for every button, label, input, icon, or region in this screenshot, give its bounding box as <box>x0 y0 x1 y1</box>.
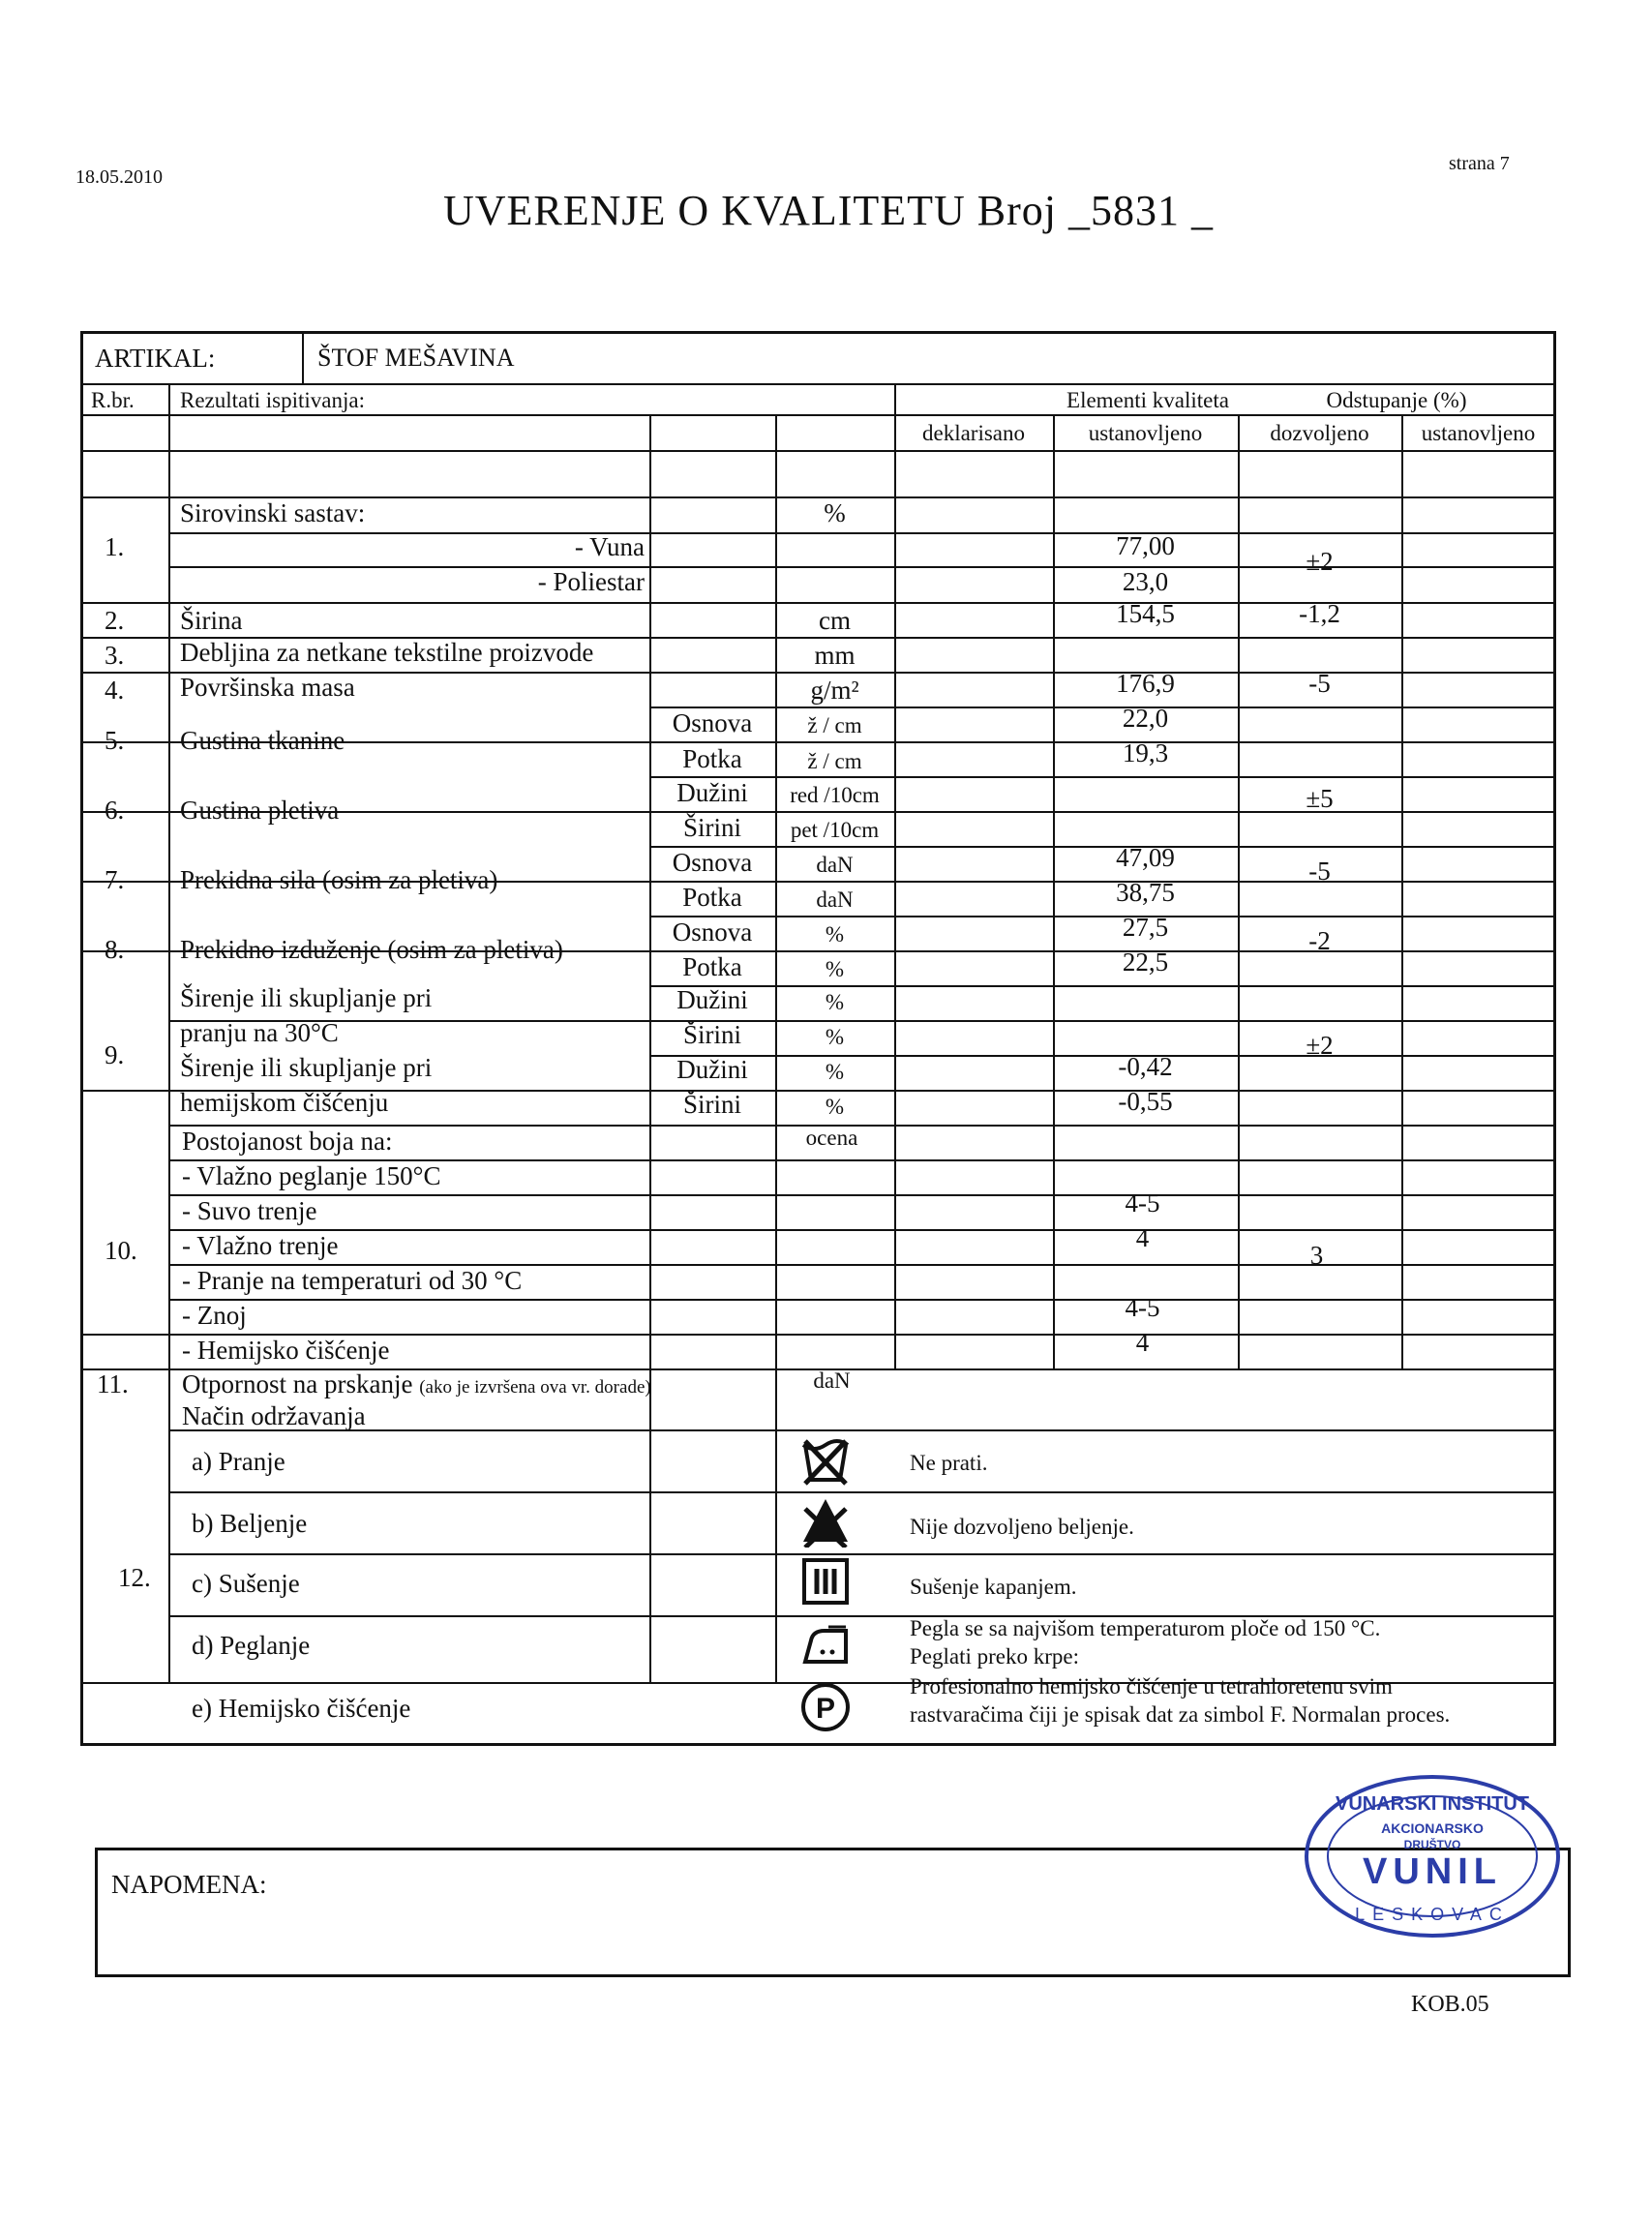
svg-text:VUNARSKI INSTITUT: VUNARSKI INSTITUT <box>1336 1793 1529 1815</box>
row-unit: cm <box>819 606 851 635</box>
tolerance-value: ±2 <box>1306 547 1334 576</box>
row-label: Širenje ili skupljanje pri <box>180 983 433 1012</box>
row-number: 9. <box>105 1040 125 1069</box>
row-unit: % <box>825 922 845 947</box>
row-unit: % <box>825 1095 845 1119</box>
colorfastness-value: 4 <box>1135 1223 1150 1252</box>
row-label: Površinska masa <box>180 673 355 702</box>
row-label: Sirovinski sastav: <box>180 498 366 527</box>
row-unit: daN <box>816 887 854 912</box>
tolerance-value: ±2 <box>1306 1031 1334 1060</box>
rezultati-header: Rezultati ispitivanja: <box>180 388 365 412</box>
row-number: 2. <box>105 606 125 635</box>
row-number: 7. <box>105 865 125 894</box>
sub-label: Potka <box>682 883 742 912</box>
row-unit: % <box>825 1025 845 1049</box>
rbr-header: R.br. <box>91 388 135 412</box>
colorfastness-item: - Vlažno trenje <box>182 1231 339 1260</box>
colorfastness-item: - Znoj <box>182 1301 247 1330</box>
note-label: NAPOMENA: <box>111 1870 267 1899</box>
row-unit: % <box>825 1060 845 1084</box>
svg-text:AKCIONARSKO: AKCIONARSKO <box>1381 1820 1484 1836</box>
form-code: KOB.05 <box>1411 1992 1489 2017</box>
artikal-label: ARTIKAL: <box>95 344 216 373</box>
colorfastness-value: 4-5 <box>1125 1293 1160 1322</box>
tolerance-value: -1,2 <box>1299 599 1340 628</box>
row-unit: pet /10cm <box>790 818 880 842</box>
row-number: 4. <box>105 676 125 705</box>
care-description: rastvaračima čiji je spisak dat za simbol F. Normalan proces. <box>910 1702 1451 1727</box>
no-wash-icon <box>799 1435 852 1488</box>
odstupanje-header: Odstupanje (%) <box>1326 388 1467 412</box>
svg-text:VUNIL: VUNIL <box>1363 1851 1502 1892</box>
sub-label: Osnova <box>672 848 753 877</box>
row-value: 19,3 <box>1122 738 1169 767</box>
row-label: Gustina tkanine <box>180 726 345 755</box>
care-description: Profesionalno hemijsko čišćenje u tetrahloretenu svim <box>910 1674 1393 1699</box>
sub-label: Osnova <box>672 917 753 947</box>
row-number: 8. <box>105 935 125 964</box>
row-number: 3. <box>105 641 125 670</box>
row-value: 38,75 <box>1116 878 1175 907</box>
row-label: Gustina pletiva <box>180 796 340 825</box>
document-date: 18.05.2010 <box>75 166 163 188</box>
sub-label: Dužini <box>676 1055 748 1084</box>
col-ustanovljeno2: ustanovljeno <box>1421 421 1536 445</box>
svg-text:P: P <box>815 1693 836 1725</box>
component-label: - Poliestar <box>537 567 645 596</box>
component-value: 77,00 <box>1116 531 1175 560</box>
care-description: Ne prati. <box>910 1451 988 1475</box>
sub-label: Širini <box>682 1090 741 1119</box>
sub-label: Dužini <box>676 985 748 1014</box>
row-value: 27,5 <box>1122 913 1169 942</box>
col-dozvoljeno: dozvoljeno <box>1270 421 1369 445</box>
document-title: UVERENJE O KVALITETU Broj _5831 _ <box>443 187 1215 234</box>
row-label: Način održavanja <box>182 1401 366 1430</box>
tolerance-value: -5 <box>1308 857 1331 886</box>
row-number: 11. <box>97 1369 129 1398</box>
care-section <box>83 334 1555 1743</box>
row-label: pranju na 30°C <box>180 1018 339 1047</box>
sub-label: Potka <box>682 952 742 981</box>
care-label: c) Sušenje <box>192 1569 300 1598</box>
row-unit: ž / cm <box>807 749 862 773</box>
care-description: Peglati preko krpe: <box>910 1644 1080 1669</box>
sub-label: Širini <box>682 1020 741 1049</box>
row-unit: ž / cm <box>807 713 862 737</box>
care-label: b) Beljenje <box>192 1509 308 1538</box>
row-value: -0,55 <box>1118 1087 1173 1116</box>
institute-stamp <box>1297 1759 1568 1953</box>
row-label: Otpornost na prskanje (ako je izvršena ova vr. dorade) <box>182 1369 651 1398</box>
row-label: Prekidna sila (osim za pletiva) <box>180 865 498 894</box>
col-deklarisano: deklarisano <box>921 421 1025 445</box>
sub-label: Širini <box>682 813 741 842</box>
row-number: 1. <box>105 532 125 561</box>
row-label: Debljina za netkane tekstilne proizvode <box>180 638 594 667</box>
row-value: 47,09 <box>1116 843 1175 872</box>
tolerance-value: ±5 <box>1306 784 1334 813</box>
svg-text:LESKOVAC: LESKOVAC <box>1355 1905 1510 1924</box>
colorfastness-item: - Vlažno peglanje 150°C <box>182 1161 441 1190</box>
component-value: 23,0 <box>1122 567 1169 596</box>
row-number: 12. <box>118 1563 151 1592</box>
row-unit: % <box>825 990 845 1014</box>
colorfastness-value: 4 <box>1135 1328 1150 1357</box>
tolerance-value: -5 <box>1308 669 1331 698</box>
row-number: 6. <box>105 796 125 825</box>
col-ustanovljeno: ustanovljeno <box>1088 421 1203 445</box>
care-label: e) Hemijsko čišćenje <box>192 1694 411 1723</box>
row-value: 154,5 <box>1116 599 1175 628</box>
care-label: a) Pranje <box>192 1447 285 1476</box>
row-unit: daN <box>813 1368 851 1393</box>
row-label: Širina <box>180 606 243 635</box>
row-unit: g/m² <box>810 676 859 705</box>
row-value: 176,9 <box>1116 669 1175 698</box>
artikal-value: ŠTOF MEŠAVINA <box>317 344 515 372</box>
row-unit: daN <box>816 853 854 877</box>
colorfastness-item: - Suvo trenje <box>182 1196 317 1225</box>
row-label: Širenje ili skupljanje pri <box>180 1053 433 1082</box>
svg-text:DRUŠTVO: DRUŠTVO <box>1403 1838 1461 1851</box>
colorfastness-item: - Pranje na temperaturi od 30 °C <box>182 1266 523 1295</box>
care-description: Sušenje kapanjem. <box>910 1575 1077 1599</box>
care-description: Pegla se sa najvišom temperaturom ploče od 150 °C. <box>910 1616 1381 1640</box>
row-label: Prekidno izduženje (osim za pletiva) <box>180 935 563 964</box>
row-unit: ocena <box>805 1126 858 1150</box>
row-value: 22,0 <box>1122 704 1169 733</box>
care-label: d) Peglanje <box>192 1631 311 1660</box>
sub-label: Potka <box>682 744 742 773</box>
no-bleach-icon <box>799 1495 852 1548</box>
row-label: hemijskom čišćenju <box>180 1088 389 1117</box>
sub-label: Osnova <box>672 708 753 737</box>
colorfastness-value: 4-5 <box>1125 1188 1160 1218</box>
component-label: - Vuna <box>574 532 645 561</box>
dry-clean-p-icon <box>799 1681 852 1733</box>
row-unit: % <box>825 957 845 981</box>
tolerance-value: 3 <box>1309 1241 1324 1270</box>
tolerance-value: -2 <box>1308 926 1331 955</box>
iron-icon <box>799 1617 852 1669</box>
colorfastness-item: - Hemijsko čišćenje <box>182 1336 390 1365</box>
row-value: -0,42 <box>1118 1052 1173 1081</box>
row-value: 22,5 <box>1122 947 1169 977</box>
row-number: 5. <box>105 726 125 755</box>
row-unit: red /10cm <box>790 783 880 807</box>
row-label: Postojanost boja na: <box>182 1127 393 1156</box>
row-unit: % <box>824 498 846 527</box>
drip-dry-icon <box>799 1555 852 1608</box>
care-description: Nije dozvoljeno beljenje. <box>910 1515 1134 1539</box>
row-unit: mm <box>814 641 856 670</box>
row-number: 10. <box>105 1236 137 1265</box>
sub-label: Dužini <box>676 778 748 807</box>
page-number: strana 7 <box>1449 153 1510 174</box>
elementi-header: Elementi kvaliteta <box>1066 388 1229 412</box>
